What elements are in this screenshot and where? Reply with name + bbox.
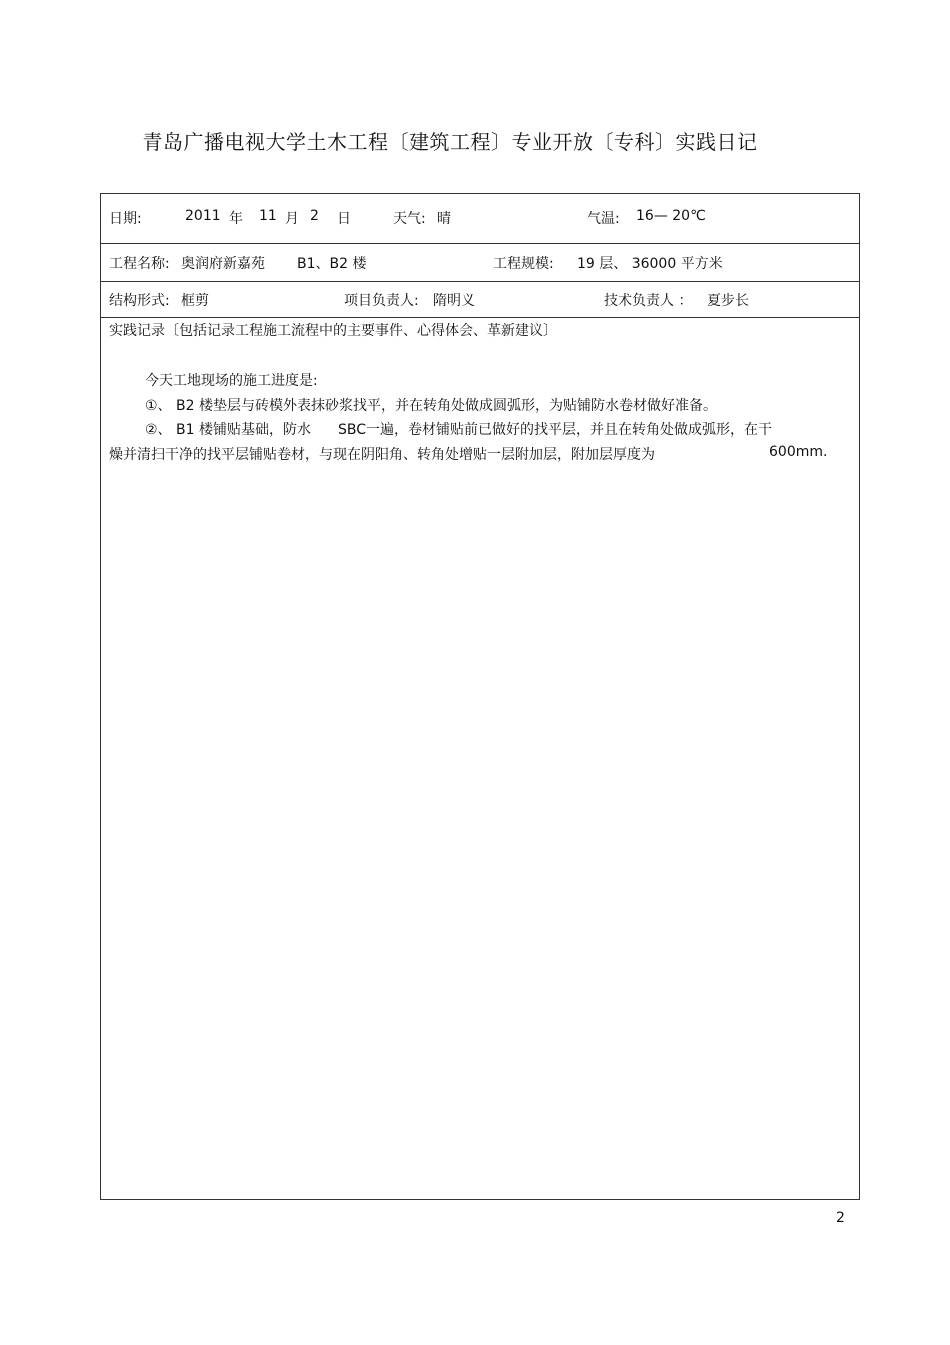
project-name-value: 奥润府新嘉苑 (181, 256, 265, 272)
record-item-2-part-b: SBC一遍，卷材铺贴前已做好的找平层，并且在转角处做成弧形，在干 (338, 422, 773, 438)
project-scale-label: 工程规模: (493, 256, 554, 272)
date-year: 2011 (185, 208, 221, 224)
record-intro: 今天工地现场的施工进度是: (145, 373, 318, 389)
record-item-2-line-2: 燥并清扫干净的找平层铺贴卷材，与现在阴阳角、转角处增贴一层附加层，附加层厚度为 (109, 447, 655, 463)
date-month: 11 (259, 208, 277, 224)
tech-manager-label: 技术负责人 ： (604, 293, 693, 309)
project-scale-value: 19 层、 36000 平方米 (577, 256, 723, 272)
date-row (101, 194, 859, 244)
project-manager-label: 项目负责人: (344, 293, 419, 309)
weather-value: 晴 (437, 211, 451, 227)
date-day: 2 (310, 208, 319, 224)
page-title: 青岛广播电视大学土木工程〔建筑工程〕专业开放〔专科〕实践日记 (142, 130, 758, 154)
date-month-unit: 月 (285, 211, 299, 227)
weather-label: 天气: (393, 211, 426, 227)
project-buildings: B1、B2 楼 (297, 256, 367, 272)
project-name-label: 工程名称: (109, 256, 170, 272)
tech-manager-value: 夏步长 (707, 293, 749, 309)
diary-table (100, 193, 860, 1200)
record-item-1: ①、 B2 楼垫层与砖模外表抹砂浆找平，并在转角处做成圆弧形，为贴铺防水卷材做好准备。 (145, 398, 717, 414)
record-item-2-thickness: 600mm. (769, 444, 828, 460)
date-label: 日期: (109, 211, 142, 227)
page-number: 2 (836, 1210, 845, 1226)
temperature-label: 气温: (587, 211, 620, 227)
date-year-unit: 年 (229, 211, 243, 227)
project-manager-value: 隋明义 (433, 293, 475, 309)
record-header: 实践记录〔包括记录工程施工流程中的主要事件、心得体会、革新建议〕 (109, 323, 557, 339)
project-row (101, 244, 859, 282)
structure-value: 框剪 (181, 293, 209, 309)
structure-label: 结构形式: (109, 293, 170, 309)
temperature-value: 16— 20℃ (636, 208, 706, 224)
date-day-unit: 日 (337, 211, 351, 227)
record-item-2-part-a: ②、 B1 楼铺贴基础，防水 (145, 422, 311, 438)
people-row (101, 282, 859, 318)
